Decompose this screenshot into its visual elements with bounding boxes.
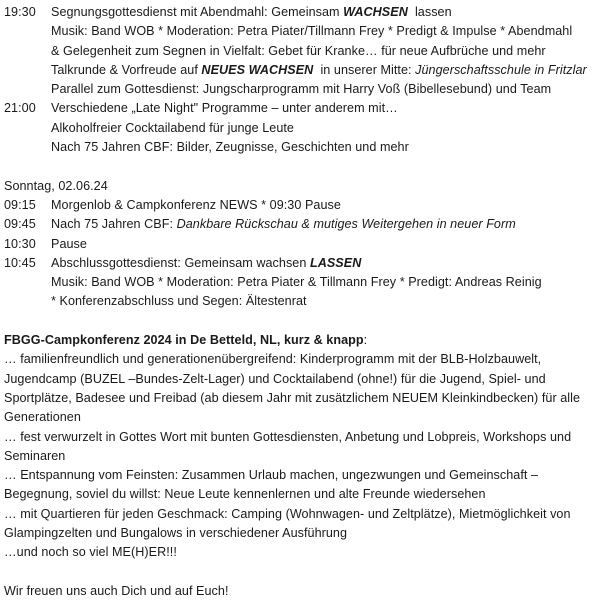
entry-line: & Gelegenheit zum Segnen in Vielfalt: Gebet für Kranke… für neue Aufbrüche und mehr [51,43,546,58]
title-text: Segnungsgottesdienst mit Abendmahl: Gemeinsam [51,5,344,19]
time-label: 19:30 [4,5,36,19]
title-text: Nach 75 Jahren CBF: [51,217,177,232]
day-heading: Sonntag, 02.06.24 [4,178,108,193]
time-label: 09:45 [4,217,36,232]
time-label: 10:45 [4,255,36,270]
italic-text: Dankbare Rückschau & mutiges Weitergehen in neuer Form [176,217,516,232]
entry-title [51,215,516,234]
entry-title [51,3,452,22]
time-label: 10:30 [4,236,36,251]
line-text: Talkrunde & Vorfreude auf [51,62,202,77]
info-heading-text: FBGG-Campkonferenz 2024 in De Betteld, NL, kurz & knapp [4,333,364,348]
schedule-entry-1930 [4,3,614,22]
spacer [4,563,614,582]
entry-title: Pause [51,236,87,251]
entry-line: * Konferenzabschluss und Segen: Ältestenrat [51,294,307,309]
schedule-entry-0945 [4,215,614,234]
schedule-entry-0915 [4,196,614,215]
schedule-entry-1030 [4,235,614,254]
schedule-entry-1045 [4,254,614,273]
spacer [4,157,614,176]
line-text: in unserer Mitte: [313,62,416,77]
emphasis-text: NEUES WACHSEN [201,62,314,77]
emphasis-text: WACHSEN [343,5,408,19]
entry-title: Verschiedene „Late Night" Programme – unter anderem mit… [51,101,398,116]
entry-title [51,254,361,273]
entry-line: Parallel zum Gottesdienst: Jungscharprogramm mit Harry Voß (Bibellesebund) und Team [51,82,552,97]
info-paragraph: … fest verwurzelt in Gottes Wort mit bunten Gottesdiensten, Anbetung und Lobpreis, Workshops und Seminaren [4,429,572,463]
entry-line [4,61,614,80]
italic-text: Jüngerschaftsschule in Fritzlar [415,62,587,77]
heading-colon: : [363,333,368,348]
schedule-entry-2100 [4,99,614,118]
entry-title: Morgenlob & Campkonferenz NEWS * 09:30 Pause [51,197,341,212]
emphasis-text: LASSEN [309,255,362,270]
entry-line: Musik: Band WOB * Moderation: Petra Piater/Tillmann Frey * Predigt & Impulse * Abendmahl [51,24,573,39]
entry-line: Musik: Band WOB * Moderation: Petra Piater & Tillmann Frey * Predigt: Andreas Reinig [51,275,542,290]
info-paragraph: … mit Quartieren für jeden Geschmack: Camping (Wohnwagen- und Zeltplätze), Mietmöglichkeit von Glampingzelten und Bungalows in verschiedener Ausführung [4,506,571,541]
time-label: 09:15 [4,197,36,212]
info-paragraph: …und noch so viel ME(H)ER!!! [4,545,177,560]
info-heading [4,331,614,350]
entry-line: Nach 75 Jahren CBF: Bilder, Zeugnisse, Geschichten und mehr [51,140,409,155]
time-label: 21:00 [4,101,36,116]
info-paragraph: … Entspannung vom Feinsten: Zusammen Urlaub machen, ungezwungen und Gemeinschaft – Begegnung, soviel du willst: Neue Leute kennenlernen und alte Freunde wiedersehen [4,468,539,502]
closing-line: Wir freuen uns auch Dich und auf Euch! [4,583,229,598]
title-text: Abschlussgottesdienst: Gemeinsam wachsen [51,255,310,270]
spacer [4,312,614,331]
entry-line: Alkoholfreier Cocktailabend für junge Leute [51,120,294,135]
title-text-end: lassen [407,5,452,19]
info-paragraph: … familienfreundlich und generationenübergreifend: Kinderprogramm mit der BLB-Holzbauwelt, Jugendcamp (BUZEL –Bundes-Zelt-Lager) und Cocktailabend (ohne!) für die Jugend, Spiel- und Sportplätze, Badesee und Freibad (ab diesem Jahr mit zusätzlichem NEUEM Kleinkindbecken) für alle Generationen [4,352,581,425]
